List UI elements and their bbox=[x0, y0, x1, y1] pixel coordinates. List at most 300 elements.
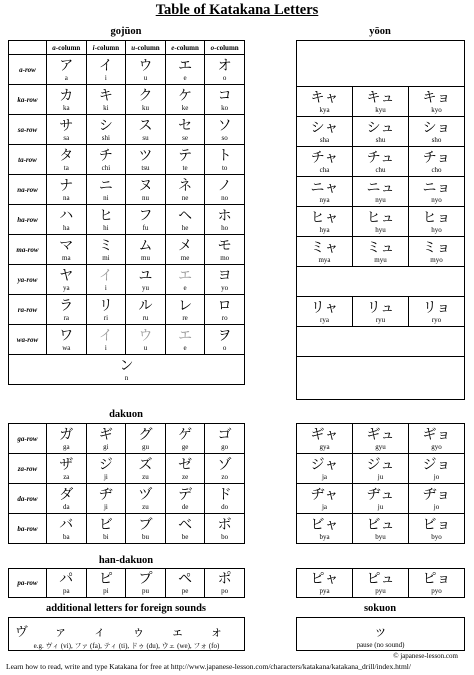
romaji: sa bbox=[63, 133, 70, 142]
romaji: gyu bbox=[375, 442, 386, 451]
kana-char: ト bbox=[217, 147, 232, 164]
sokuon-kana: ッ bbox=[373, 624, 388, 640]
kana-char: ジョ bbox=[422, 456, 451, 473]
row-label: sa-row bbox=[9, 115, 47, 145]
kana-char: ビ bbox=[98, 516, 113, 533]
column-header bbox=[165, 41, 205, 55]
romaji: ma bbox=[62, 253, 71, 262]
yoon-table bbox=[296, 86, 465, 357]
kana-char: シ bbox=[98, 117, 113, 134]
romaji: gya bbox=[319, 442, 330, 451]
kana-cell bbox=[86, 55, 126, 85]
sokuon-description: pause (no sound) bbox=[356, 641, 405, 649]
romaji: go bbox=[221, 442, 229, 451]
kana-char: ナ bbox=[59, 177, 74, 194]
column-vowel: e bbox=[171, 43, 175, 52]
kana-cell bbox=[126, 85, 166, 115]
sokuon-box bbox=[296, 617, 465, 651]
kana-char: ゴ bbox=[217, 426, 232, 443]
kana-char: ソ bbox=[217, 117, 232, 134]
romaji: ku bbox=[141, 103, 149, 112]
kana-char: ケ bbox=[178, 87, 193, 104]
kana-char: ヂ bbox=[98, 486, 113, 503]
kana-cell bbox=[205, 235, 245, 265]
kana-char: リュ bbox=[366, 299, 395, 316]
kana-row bbox=[9, 454, 245, 484]
kana-char: ヒュ bbox=[366, 209, 395, 226]
kana-char: エ bbox=[178, 267, 193, 284]
kana-char: ギョ bbox=[422, 426, 451, 443]
kana-cell bbox=[86, 454, 126, 484]
kana-char: リャ bbox=[310, 299, 339, 316]
kana-char: ペ bbox=[178, 571, 193, 587]
kana-char: ジ bbox=[98, 456, 113, 473]
romaji: cho bbox=[431, 165, 442, 174]
romaji: mi bbox=[102, 253, 110, 262]
kana-cell bbox=[126, 454, 166, 484]
yoon-row bbox=[297, 177, 465, 207]
kana-cell bbox=[165, 265, 205, 295]
kana-cell bbox=[47, 115, 87, 145]
kana-cell bbox=[47, 265, 87, 295]
footer-text: Learn how to read, write and type Katakana for free at http://www.japanese-lesson.com/characters/katakana/katakana_drill/index.html/ bbox=[6, 662, 411, 671]
kana-char: ギュ bbox=[366, 426, 395, 443]
dakuon-table bbox=[8, 423, 245, 544]
row-label: pa-row bbox=[9, 569, 47, 598]
row-label: ma-row bbox=[9, 235, 47, 265]
kana-char: バ bbox=[59, 516, 74, 533]
row-label: ha-row bbox=[9, 205, 47, 235]
kana-char: ヌ bbox=[138, 177, 153, 194]
kana-char: エ bbox=[178, 57, 193, 74]
foreign-letters: ヴ ァ ィ ゥ ェ ォ bbox=[15, 625, 224, 640]
romaji: ri bbox=[103, 313, 109, 322]
kana-cell bbox=[165, 175, 205, 205]
romaji: kya bbox=[319, 105, 330, 114]
kana-char: ビャ bbox=[310, 516, 339, 533]
kana-cell bbox=[126, 569, 166, 598]
gojuon-table bbox=[8, 40, 245, 385]
romaji: nu bbox=[141, 193, 149, 202]
kana-cell bbox=[205, 569, 245, 598]
kana-char: ギャ bbox=[310, 426, 339, 443]
kana-char: カ bbox=[59, 87, 74, 104]
romaji: pa bbox=[62, 587, 70, 595]
kana-cell bbox=[86, 235, 126, 265]
romaji: pu bbox=[141, 587, 149, 595]
kana-char: プ bbox=[138, 571, 153, 587]
kana-cell bbox=[47, 55, 87, 85]
kana-char: チョ bbox=[422, 149, 451, 166]
kana-cell bbox=[205, 175, 245, 205]
romaji: hi bbox=[103, 223, 109, 232]
romaji: myo bbox=[430, 255, 443, 264]
romaji: he bbox=[181, 223, 189, 232]
romaji: bi bbox=[103, 532, 109, 541]
kana-char: ド bbox=[217, 486, 232, 503]
kana-cell bbox=[9, 355, 245, 385]
kana-cell bbox=[47, 295, 87, 325]
romaji: ga bbox=[62, 442, 70, 451]
kana-char: ホ bbox=[217, 207, 232, 224]
kana-cell bbox=[86, 514, 126, 544]
romaji: tsu bbox=[141, 163, 150, 172]
kana-cell bbox=[126, 205, 166, 235]
yoon-row bbox=[297, 484, 465, 514]
kana-cell bbox=[409, 514, 465, 544]
foreign-examples: e.g. ヴィ (vi), ファ (fa), ティ (ti), ドゥ (du), ウェ (we), フォ (fo) bbox=[33, 642, 220, 650]
kana-cell bbox=[205, 115, 245, 145]
romaji: chi bbox=[101, 163, 111, 172]
romaji: no bbox=[221, 193, 229, 202]
yoon-row bbox=[297, 569, 465, 598]
romaji: ta bbox=[63, 163, 69, 172]
romaji: bu bbox=[141, 532, 149, 541]
kana-cell bbox=[165, 205, 205, 235]
kana-char: デ bbox=[178, 486, 193, 503]
kana-row bbox=[9, 115, 245, 145]
empty-yoon-cell bbox=[297, 267, 465, 297]
row-label: ta-row bbox=[9, 145, 47, 175]
row-label: na-row bbox=[9, 175, 47, 205]
romaji: gu bbox=[141, 442, 149, 451]
romaji: da bbox=[62, 502, 70, 511]
kana-cell bbox=[126, 295, 166, 325]
kana-row bbox=[9, 424, 245, 454]
yoon-row bbox=[297, 267, 465, 297]
kana-cell bbox=[165, 325, 205, 355]
yoon-row bbox=[297, 117, 465, 147]
kana-cell bbox=[165, 115, 205, 145]
kana-char: シュ bbox=[366, 119, 395, 136]
romaji: chu bbox=[375, 165, 386, 174]
kana-cell bbox=[409, 297, 465, 327]
kana-cell bbox=[165, 235, 205, 265]
row-label: wa-row bbox=[9, 325, 47, 355]
kana-cell bbox=[86, 175, 126, 205]
kana-char: ミョ bbox=[422, 239, 451, 256]
romaji: zu bbox=[142, 472, 149, 481]
kana-cell bbox=[165, 484, 205, 514]
kana-char: ショ bbox=[422, 119, 451, 136]
kana-char: メ bbox=[178, 237, 193, 254]
kana-char: テ bbox=[178, 147, 193, 164]
kana-row bbox=[9, 175, 245, 205]
kana-char: ヨ bbox=[217, 267, 232, 284]
kana-char: グ bbox=[138, 426, 153, 443]
kana-cell bbox=[353, 87, 409, 117]
kana-cell bbox=[353, 237, 409, 267]
sokuon-heading: sokuon bbox=[363, 603, 397, 614]
column-header bbox=[205, 41, 245, 55]
column-suffix: -column bbox=[135, 43, 160, 52]
kana-cell bbox=[165, 85, 205, 115]
romaji: bo bbox=[221, 532, 229, 541]
kana-char: サ bbox=[59, 117, 74, 134]
kana-cell bbox=[165, 514, 205, 544]
kana-cell bbox=[165, 424, 205, 454]
kana-cell bbox=[409, 147, 465, 177]
romaji: i bbox=[104, 283, 107, 292]
romaji: ja bbox=[321, 502, 328, 511]
kana-char: ミュ bbox=[366, 239, 395, 256]
kana-cell bbox=[409, 207, 465, 237]
romaji: yo bbox=[221, 283, 229, 292]
column-vowel: u bbox=[131, 43, 136, 52]
romaji: su bbox=[142, 133, 149, 142]
kana-char: イ bbox=[98, 267, 113, 284]
romaji: shu bbox=[375, 135, 386, 144]
romaji: po bbox=[221, 587, 229, 595]
kana-char: ニョ bbox=[422, 179, 451, 196]
romaji: jo bbox=[433, 502, 440, 511]
kana-char: キュ bbox=[366, 89, 395, 106]
kana-char: パ bbox=[59, 571, 74, 587]
kana-cell bbox=[297, 424, 353, 454]
kana-cell bbox=[297, 569, 353, 598]
kana-cell bbox=[205, 205, 245, 235]
romaji: wa bbox=[62, 343, 71, 352]
kana-char: ハ bbox=[59, 207, 74, 224]
yoon-row bbox=[297, 87, 465, 117]
column-vowel: a bbox=[52, 43, 56, 52]
kana-char: ギ bbox=[98, 426, 113, 443]
romaji: jo bbox=[433, 472, 440, 481]
row-label: ga-row bbox=[9, 424, 47, 454]
kana-row bbox=[9, 325, 245, 355]
kana-cell bbox=[409, 117, 465, 147]
romaji: de bbox=[181, 502, 189, 511]
romaji: nya bbox=[319, 195, 330, 204]
romaji: pya bbox=[319, 587, 330, 595]
kana-char: チ bbox=[98, 147, 113, 164]
kana-cell bbox=[47, 175, 87, 205]
romaji: mo bbox=[220, 253, 230, 262]
kana-cell bbox=[126, 115, 166, 145]
kana-cell bbox=[297, 207, 353, 237]
kana-cell bbox=[205, 55, 245, 85]
kana-char: ピ bbox=[98, 571, 113, 587]
romaji: u bbox=[143, 73, 148, 82]
kana-char: ジャ bbox=[310, 456, 339, 473]
romaji: hyu bbox=[375, 225, 386, 234]
kana-cell bbox=[126, 55, 166, 85]
kana-char: コ bbox=[217, 87, 232, 104]
kana-char: ミ bbox=[98, 237, 113, 254]
kana-char: レ bbox=[178, 297, 193, 314]
kana-cell bbox=[205, 325, 245, 355]
kana-cell bbox=[409, 454, 465, 484]
kana-cell bbox=[126, 514, 166, 544]
kana-cell bbox=[47, 325, 87, 355]
kana-char: シャ bbox=[310, 119, 339, 136]
kana-char: ベ bbox=[178, 516, 193, 533]
kana-cell bbox=[297, 147, 353, 177]
kana-char: ミャ bbox=[310, 239, 339, 256]
kana-cell bbox=[86, 484, 126, 514]
kana-cell bbox=[47, 484, 87, 514]
kana-char: ク bbox=[138, 87, 153, 104]
kana-cell bbox=[126, 145, 166, 175]
romaji: ja bbox=[321, 472, 328, 481]
romaji: ka bbox=[62, 103, 70, 112]
kana-char: ヅ bbox=[138, 486, 153, 503]
kana-cell bbox=[126, 235, 166, 265]
romaji: ni bbox=[103, 193, 109, 202]
romaji: byo bbox=[431, 532, 442, 541]
kana-char: ピャ bbox=[310, 571, 339, 587]
kana-cell bbox=[297, 87, 353, 117]
kana-cell bbox=[409, 424, 465, 454]
kana-cell bbox=[205, 454, 245, 484]
romaji: ryo bbox=[431, 315, 442, 324]
kana-char: イ bbox=[98, 57, 113, 74]
kana-cell bbox=[86, 569, 126, 598]
romaji: pi bbox=[103, 587, 109, 595]
romaji: sho bbox=[431, 135, 442, 144]
romaji: ze bbox=[181, 472, 189, 481]
kana-cell bbox=[86, 424, 126, 454]
foreign-heading: additional letters for foreign sounds bbox=[45, 603, 207, 614]
kana-cell bbox=[205, 265, 245, 295]
kana-cell bbox=[409, 237, 465, 267]
kana-char: ジュ bbox=[366, 456, 395, 473]
dakuon-heading: dakuon bbox=[109, 409, 143, 420]
romaji: ki bbox=[103, 103, 109, 112]
kana-row bbox=[9, 484, 245, 514]
romaji: nyo bbox=[431, 195, 442, 204]
kana-char: ニャ bbox=[310, 179, 339, 196]
copyright: © japanese-lesson.com bbox=[393, 652, 458, 660]
kana-char: ワ bbox=[59, 327, 74, 344]
romaji: ryu bbox=[375, 315, 386, 324]
romaji: ba bbox=[62, 532, 70, 541]
kana-cell bbox=[353, 424, 409, 454]
kana-cell bbox=[409, 569, 465, 598]
kana-char: ノ bbox=[217, 177, 232, 194]
row-label: ra-row bbox=[9, 295, 47, 325]
kana-char: ユ bbox=[138, 267, 153, 284]
kana-char: ピョ bbox=[422, 571, 451, 587]
kana-row bbox=[9, 265, 245, 295]
kana-char: モ bbox=[217, 237, 232, 254]
kana-cell bbox=[353, 147, 409, 177]
kana-cell bbox=[205, 85, 245, 115]
kana-char: ネ bbox=[178, 177, 193, 194]
kana-char: キャ bbox=[310, 89, 339, 106]
kana-char: フ bbox=[138, 207, 153, 224]
kana-char: ア bbox=[59, 57, 74, 74]
page-title: Table of Katakana Letters bbox=[155, 2, 319, 18]
kana-cell bbox=[297, 484, 353, 514]
romaji: gyo bbox=[431, 442, 442, 451]
romaji: i bbox=[104, 343, 107, 352]
romaji: mu bbox=[141, 253, 150, 262]
romaji: te bbox=[182, 163, 188, 172]
kana-cell bbox=[297, 237, 353, 267]
kana-cell bbox=[297, 297, 353, 327]
romaji: me bbox=[180, 253, 190, 262]
kana-cell bbox=[297, 177, 353, 207]
romaji: pyo bbox=[431, 587, 442, 595]
kana-cell bbox=[165, 454, 205, 484]
romaji: pe bbox=[181, 587, 189, 595]
kana-char: ゼ bbox=[178, 456, 193, 473]
yoon-heading: yōon bbox=[369, 26, 391, 37]
kana-char: イ bbox=[98, 327, 113, 344]
kana-cell bbox=[47, 454, 87, 484]
column-suffix: -column bbox=[55, 43, 81, 52]
kana-char: ヒャ bbox=[310, 209, 339, 226]
romaji: gi bbox=[103, 442, 109, 451]
yoon-row bbox=[297, 327, 465, 357]
kana-cell bbox=[353, 569, 409, 598]
romaji: e bbox=[183, 343, 187, 352]
romaji: o bbox=[222, 343, 227, 352]
handakuon-yoon-table bbox=[296, 568, 465, 598]
gojuon-heading: gojūon bbox=[110, 26, 142, 37]
romaji: n bbox=[124, 373, 129, 382]
handakuon-heading: han-dakuon bbox=[98, 555, 154, 566]
column-header bbox=[126, 41, 166, 55]
kana-cell bbox=[205, 145, 245, 175]
row-label: da-row bbox=[9, 484, 47, 514]
kana-char: ポ bbox=[217, 571, 232, 587]
kana-char: ズ bbox=[138, 456, 153, 473]
kana-cell bbox=[353, 207, 409, 237]
kana-char: ザ bbox=[59, 456, 74, 473]
kana-row bbox=[9, 145, 245, 175]
kana-char: ロ bbox=[217, 297, 232, 314]
kana-char: ツ bbox=[138, 147, 153, 164]
kana-cell bbox=[409, 87, 465, 117]
row-label: ya-row bbox=[9, 265, 47, 295]
kana-row bbox=[9, 514, 245, 544]
kana-char: タ bbox=[59, 147, 74, 164]
romaji: u bbox=[143, 343, 148, 352]
kana-char: オ bbox=[217, 57, 232, 74]
kana-char: ビュ bbox=[366, 516, 395, 533]
kana-cell bbox=[126, 175, 166, 205]
kana-char: ガ bbox=[59, 426, 74, 443]
column-suffix: -column bbox=[174, 43, 199, 52]
column-suffix: -column bbox=[214, 43, 239, 52]
yoon-row bbox=[297, 454, 465, 484]
kana-char: ム bbox=[138, 237, 153, 254]
kana-cell bbox=[165, 55, 205, 85]
kana-char: ル bbox=[138, 297, 153, 314]
kana-char: ビョ bbox=[422, 516, 451, 533]
foreign-box bbox=[8, 617, 245, 651]
kana-cell bbox=[47, 514, 87, 544]
kana-char: ニ bbox=[98, 177, 113, 194]
n-row bbox=[9, 355, 245, 385]
kana-cell bbox=[86, 205, 126, 235]
yoon-row bbox=[297, 207, 465, 237]
row-label: a-row bbox=[9, 55, 47, 85]
kana-char: ボ bbox=[217, 516, 232, 533]
romaji: ne bbox=[181, 193, 189, 202]
kana-cell bbox=[47, 235, 87, 265]
kana-cell bbox=[126, 265, 166, 295]
kana-row bbox=[9, 569, 245, 598]
romaji: ge bbox=[181, 442, 189, 451]
kana-cell bbox=[205, 514, 245, 544]
romaji: ko bbox=[221, 103, 229, 112]
romaji: re bbox=[182, 313, 188, 322]
kana-char: ス bbox=[138, 117, 153, 134]
yoon-row bbox=[297, 514, 465, 544]
